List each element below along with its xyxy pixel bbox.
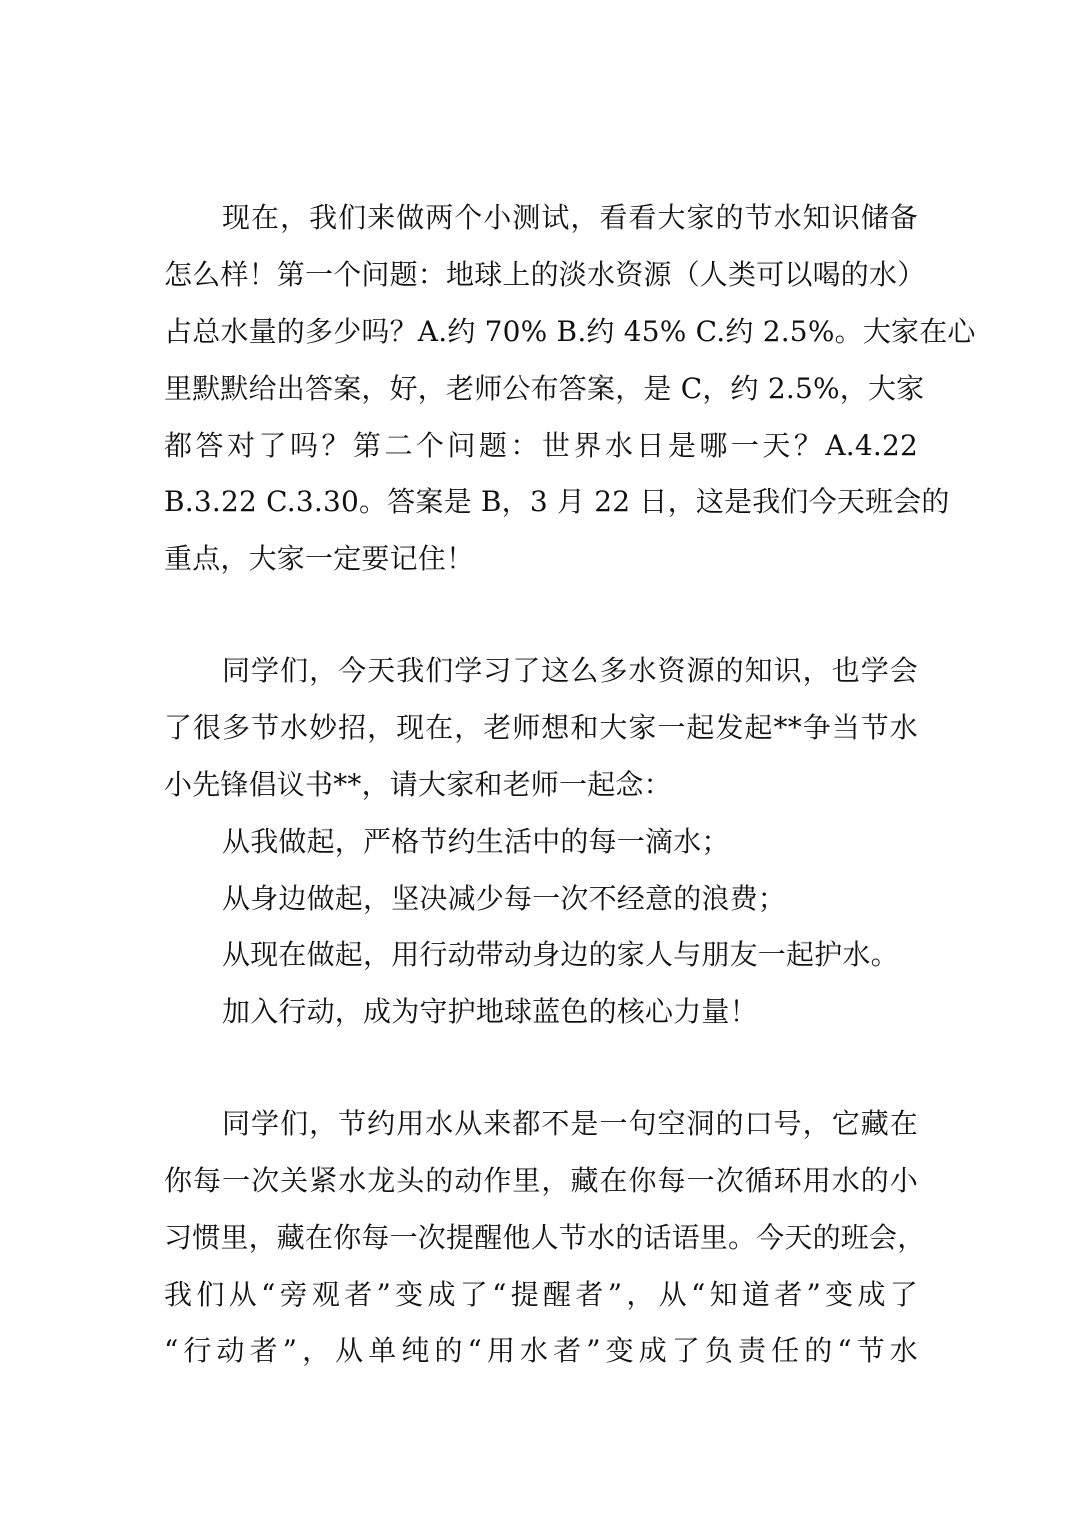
paragraph-1-line-3: 占总水量的多少吗？A.约 70% B.约 45% C.约 2.5%。大家在心 — [164, 315, 976, 348]
paragraph-2-line-3: 小先锋倡议书**，请大家和老师一起念： — [164, 768, 672, 801]
paragraph-3-line-1: 同学们，节约用水从来都不是一句空洞的口号，它藏在 — [222, 1107, 918, 1140]
paragraph-1-line-7: 重点，大家一定要记住！ — [164, 542, 475, 575]
pledge-line-1: 从我做起，严格节约生活中的每一滴水； — [222, 825, 730, 858]
paragraph-1-line-1: 现在，我们来做两个小测试，看看大家的节水知识储备 — [222, 201, 918, 234]
paragraph-3-line-4: 我们从“旁观者”变成了“提醒者”，从“知道者”变成了 — [164, 1278, 918, 1311]
paragraph-1-line-5: 都答对了吗？第二个问题：世界水日是哪一天？A.4.22 — [164, 429, 918, 462]
pledge-line-2: 从身边做起，坚决减少每一次不经意的浪费； — [222, 882, 787, 915]
pledge-line-4: 加入行动，成为守护地球蓝色的核心力量！ — [222, 995, 758, 1028]
paragraph-1-line-6: B.3.22 C.3.30。答案是 B，3 月 22 日，这是我们今天班会的 — [164, 485, 950, 518]
paragraph-3-line-3: 习惯里，藏在你每一次提醒他人节水的话语里。今天的班会， — [164, 1221, 926, 1254]
paragraph-2-line-2: 了很多节水妙招，现在，老师想和大家一起发起**争当节水 — [164, 711, 918, 744]
paragraph-1-line-2: 怎么样！第一个问题：地球上的淡水资源（人类可以喝的水） — [164, 258, 926, 291]
paragraph-3-line-5: “行动者”，从单纯的“用水者”变成了负责任的“节水 — [164, 1334, 918, 1367]
paragraph-2-line-1: 同学们，今天我们学习了这么多水资源的知识，也学会 — [222, 654, 918, 687]
pledge-line-3: 从现在做起，用行动带动身边的家人与朋友一起护水。 — [222, 938, 899, 971]
paragraph-3-line-2: 你每一次关紧水龙头的动作里，藏在你每一次循环用水的小 — [164, 1164, 918, 1197]
paragraph-1-line-4: 里默默给出答案，好，老师公布答案，是 C，约 2.5%，大家 — [164, 372, 925, 405]
